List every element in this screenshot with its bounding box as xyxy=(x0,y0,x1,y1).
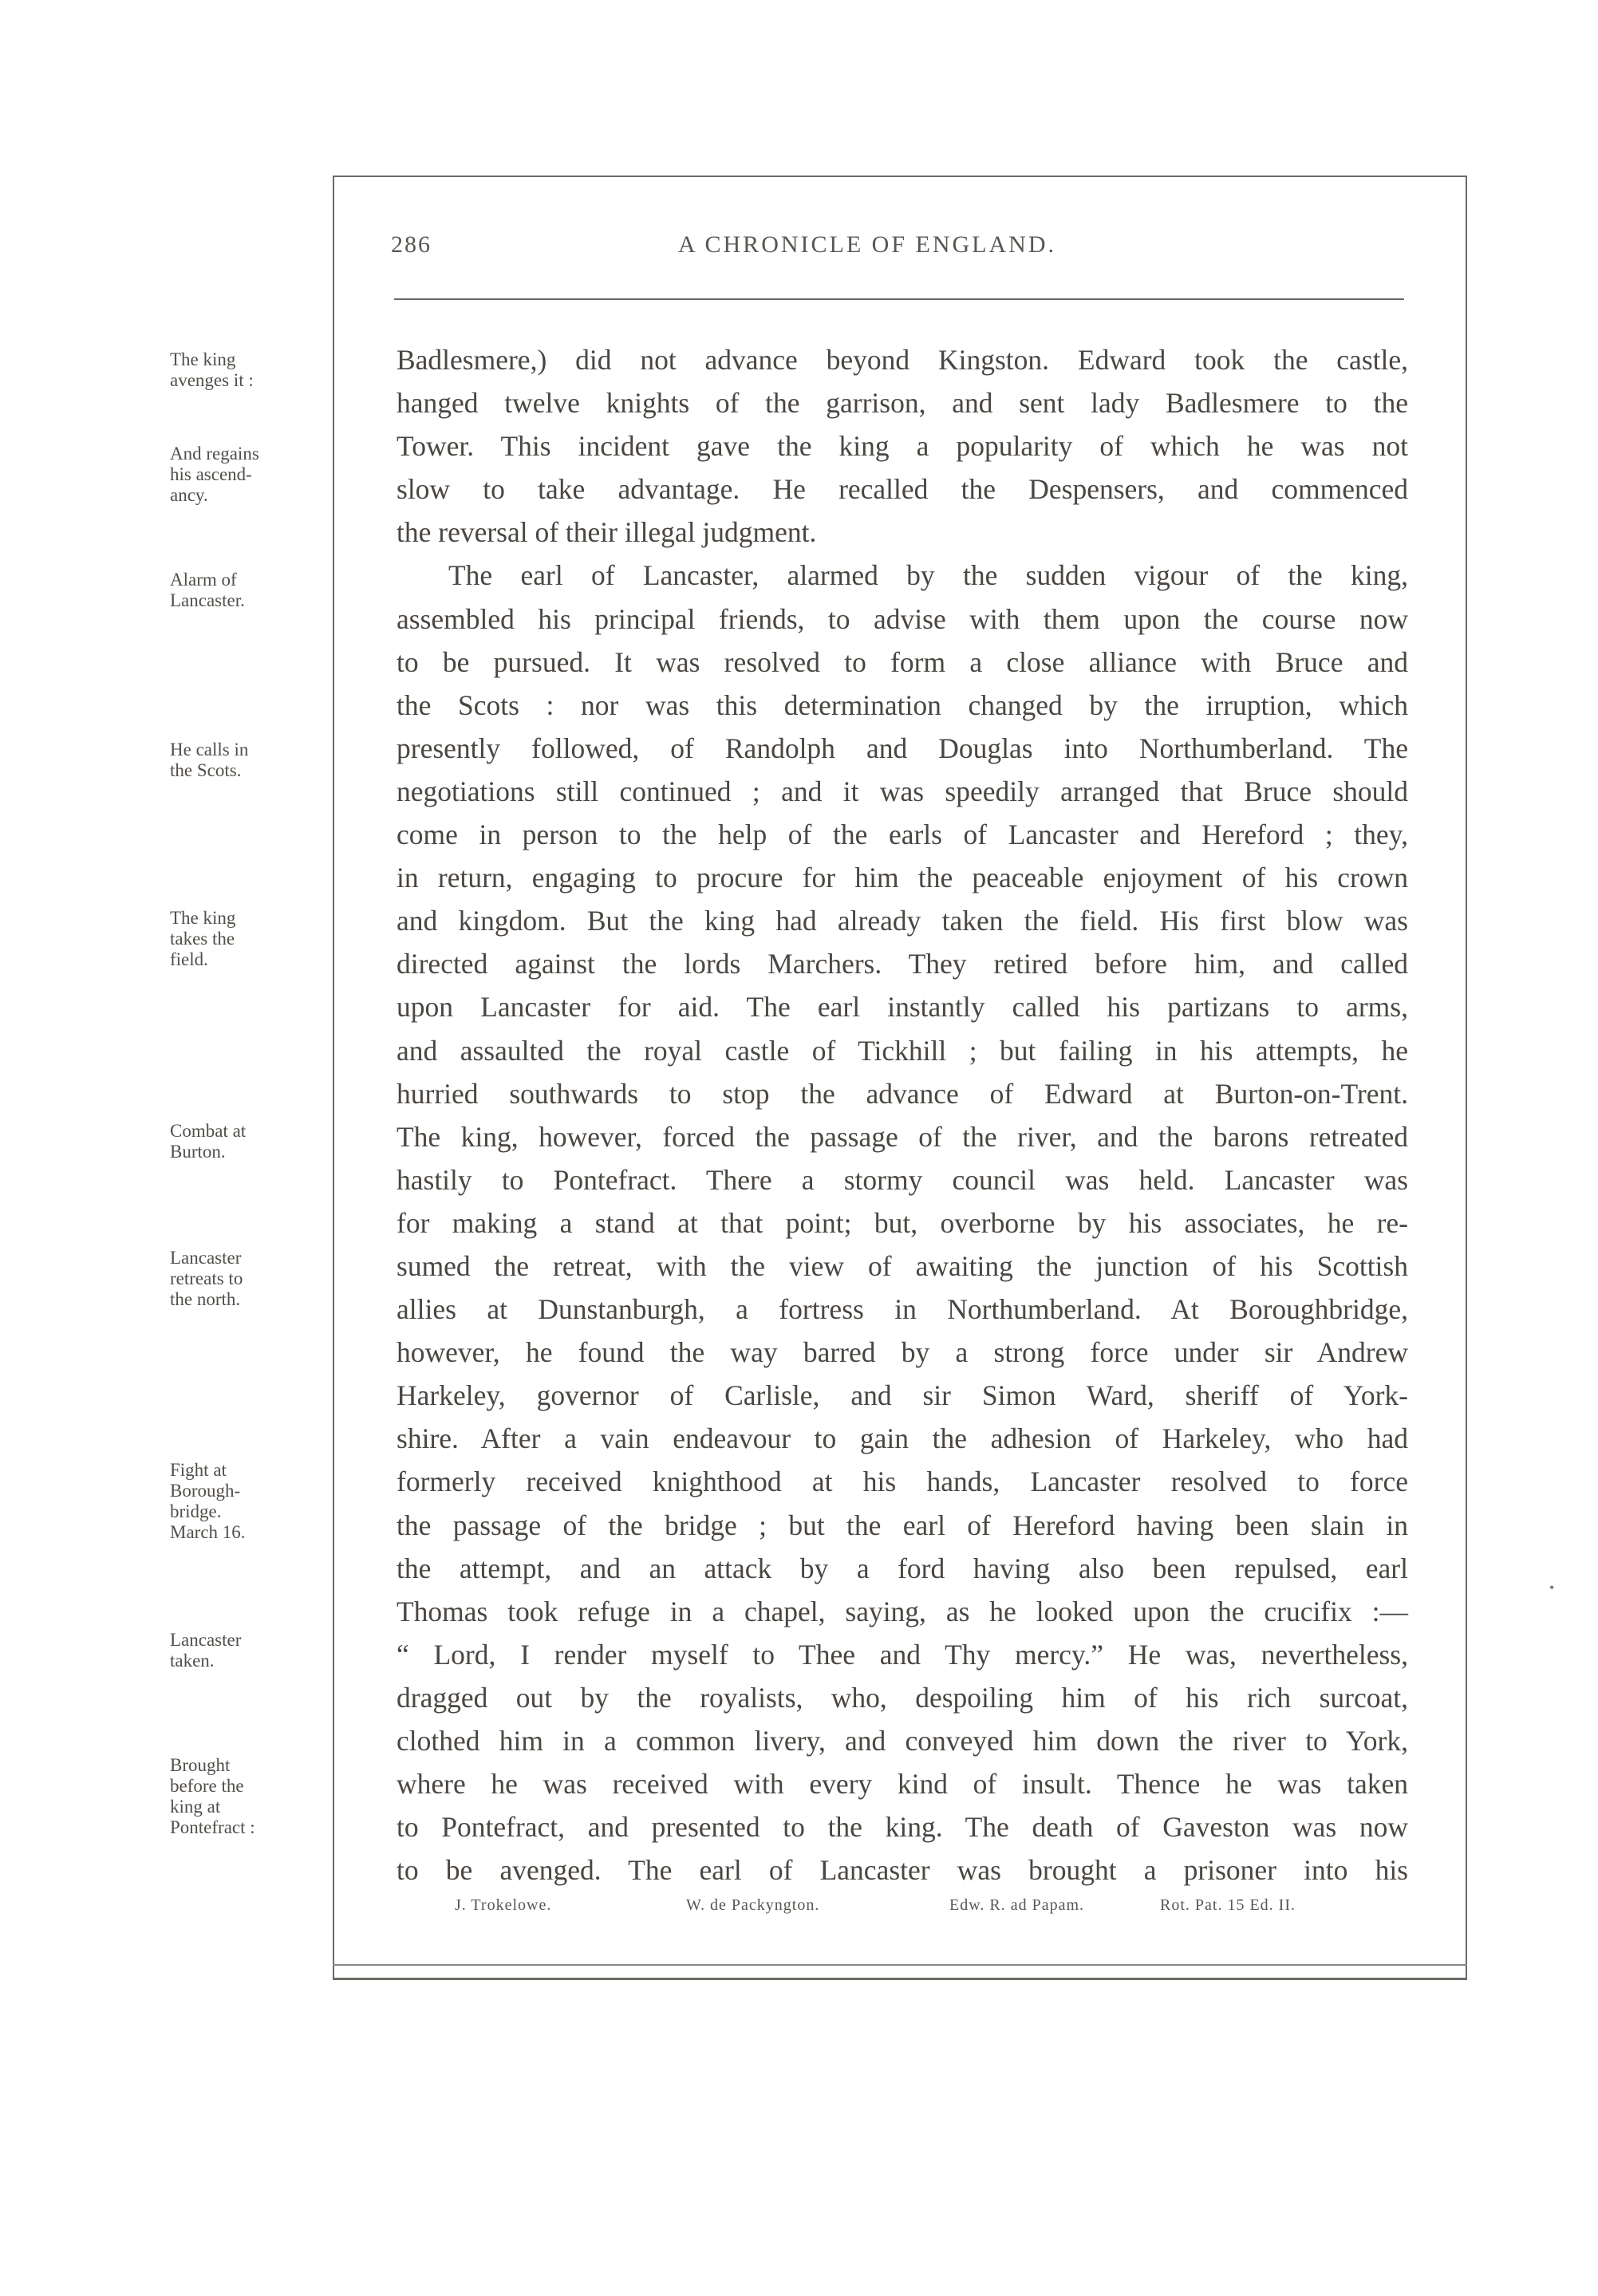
text-line: The king, however, forced the passage of the river, and the barons retreated xyxy=(397,1120,1408,1153)
text-line: and kingdom. But the king had already taken the field. His first blow was xyxy=(397,905,1408,937)
text-line: the reversal of their illegal judgment. xyxy=(397,516,817,549)
margin-note-king-avenges xyxy=(170,349,329,391)
margin-note-line: Lancaster. xyxy=(170,590,245,610)
bottom-rule xyxy=(333,1964,1467,1966)
text-line: the Scots : nor was this determination changed by the irruption, which xyxy=(397,688,1408,721)
margin-note-lancaster-retreats xyxy=(170,1248,329,1310)
text-line: slow to take advantage. He recalled the Despensers, and commenced xyxy=(397,473,1408,506)
text-line: however, he found the way barred by a strong force under sir Andrew xyxy=(397,1336,1408,1369)
margin-note-line: Lancaster xyxy=(170,1248,242,1268)
running-title: A CHRONICLE OF ENGLAND. xyxy=(678,231,1056,258)
margin-note-line: Pontefract : xyxy=(170,1817,255,1837)
running-head xyxy=(391,231,1404,271)
text-line: shire. After a vain endeavour to gain the adhesion of Harkeley, who had xyxy=(397,1422,1408,1455)
text-line: and assaulted the royal castle of Tickhill ; but failing in his attempts, he xyxy=(397,1034,1408,1067)
margin-note-brought-before-king xyxy=(170,1755,329,1838)
text-line: the passage of the bridge ; but the earl of Hereford having been slain in xyxy=(397,1509,1408,1541)
margin-note-line: takes the xyxy=(170,929,235,949)
text-line: to be pursued. It was resolved to form a close alliance with Bruce and xyxy=(397,645,1408,678)
margin-note-line: his ascend- xyxy=(170,464,252,484)
margin-note-line: Alarm of xyxy=(170,570,237,590)
margin-note-line: avenges it : xyxy=(170,370,254,390)
margin-note-line: The king xyxy=(170,349,236,369)
margin-note-line: March 16. xyxy=(170,1522,246,1542)
text-line: negotiations still continued ; and it was speedily arranged that Bruce should xyxy=(397,775,1408,807)
footnotes xyxy=(455,1896,1348,1923)
margin-note-line: Fight at xyxy=(170,1460,227,1480)
margin-note-line: Borough- xyxy=(170,1481,241,1501)
header-rule xyxy=(394,298,1404,300)
text-line: hurried southwards to stop the advance of Edward at Burton-on-Trent. xyxy=(397,1077,1408,1110)
margin-note-alarm-of-lancaster xyxy=(170,570,329,611)
text-line: come in person to the help of the earls of Lancaster and Hereford ; they, xyxy=(397,819,1408,851)
margin-note-lancaster-taken xyxy=(170,1630,329,1671)
text-line: assembled his principal friends, to advise with them upon the course now xyxy=(397,602,1408,635)
text-line: Tower. This incident gave the king a popularity of which he was not xyxy=(397,430,1408,463)
margin-note-line: Burton. xyxy=(170,1142,226,1162)
text-line: Badlesmere,) did not advance beyond Kingston. Edward took the castle, xyxy=(397,344,1408,376)
text-line: for making a stand at that point; but, overborne by his associates, he re- xyxy=(397,1206,1408,1239)
margin-note-line: He calls in xyxy=(170,740,249,759)
margin-note-line: ancy. xyxy=(170,485,208,505)
margin-note-line: Lancaster xyxy=(170,1630,242,1650)
margin-note-line: Brought xyxy=(170,1755,231,1775)
margin-note-line: retreats to xyxy=(170,1268,243,1288)
margin-note-line: the north. xyxy=(170,1289,241,1309)
footnote: J. Trokelowe. xyxy=(455,1896,552,1914)
margin-note-line: before the xyxy=(170,1776,244,1796)
footnote: Edw. R. ad Papam. xyxy=(949,1896,1085,1914)
text-line: presently followed, of Randolph and Douglas into Northumberland. The xyxy=(397,732,1408,764)
text-line: Harkeley, governor of Carlisle, and sir Simon Ward, sheriff of York- xyxy=(397,1379,1408,1412)
text-line: “ Lord, I render myself to Thee and Thy mercy.” He was, nevertheless, xyxy=(397,1638,1408,1671)
text-line: hastily to Pontefract. There a stormy council was held. Lancaster was xyxy=(397,1163,1408,1196)
text-line: directed against the lords Marchers. They retired before him, and called xyxy=(397,948,1408,980)
text-line: formerly received knighthood at his hands, Lancaster resolved to force xyxy=(397,1466,1408,1498)
margin-note-line: field. xyxy=(170,949,208,969)
text-line: The earl of Lancaster, alarmed by the sudden vigour of the king, xyxy=(448,559,1408,592)
margin-note-regains-ascendancy xyxy=(170,444,329,506)
footnote: Rot. Pat. 15 Ed. II. xyxy=(1160,1896,1296,1914)
body-text xyxy=(397,338,1408,1892)
stray-mark: • xyxy=(1549,1580,1555,1596)
margin-note-line: The king xyxy=(170,908,236,928)
margin-note-king-takes-field xyxy=(170,908,329,970)
page-number: 286 xyxy=(391,231,432,258)
margin-note-combat-burton xyxy=(170,1121,329,1162)
text-line: to Pontefract, and presented to the king. The death of Gaveston was now xyxy=(397,1811,1408,1844)
text-line: the attempt, and an attack by a ford having also been repulsed, earl xyxy=(397,1552,1408,1584)
text-line: where he was received with every kind of insult. Thence he was taken xyxy=(397,1768,1408,1801)
text-line: upon Lancaster for aid. The earl instantly called his partizans to arms, xyxy=(397,991,1408,1024)
text-line: allies at Dunstanburgh, a fortress in Northumberland. At Boroughbridge, xyxy=(397,1293,1408,1326)
text-line: to be avenged. The earl of Lancaster was brought a prisoner into his xyxy=(397,1854,1408,1887)
footnote: W. de Packyngton. xyxy=(686,1896,820,1914)
text-line: Thomas took refuge in a chapel, saying, as he looked upon the crucifix :— xyxy=(397,1595,1408,1627)
margin-note-line: Combat at xyxy=(170,1121,247,1141)
margin-note-line: the Scots. xyxy=(170,760,242,780)
text-line: sumed the retreat, with the view of awaiting the junction of his Scottish xyxy=(397,1249,1408,1282)
text-line: dragged out by the royalists, who, despoiling him of his rich surcoat, xyxy=(397,1681,1408,1714)
text-line: hanged twelve knights of the garrison, and sent lady Badlesmere to the xyxy=(397,387,1408,420)
margin-note-fight-boroughbridge xyxy=(170,1460,329,1543)
text-line: in return, engaging to procure for him the peaceable enjoyment of his crown xyxy=(397,862,1408,894)
margin-note-line: And regains xyxy=(170,444,259,464)
text-line: clothed him in a common livery, and conveyed him down the river to York, xyxy=(397,1725,1408,1757)
margin-note-calls-in-scots xyxy=(170,740,329,781)
margin-note-line: taken. xyxy=(170,1651,215,1671)
margin-note-line: bridge. xyxy=(170,1501,222,1521)
margin-note-line: king at xyxy=(170,1797,221,1817)
